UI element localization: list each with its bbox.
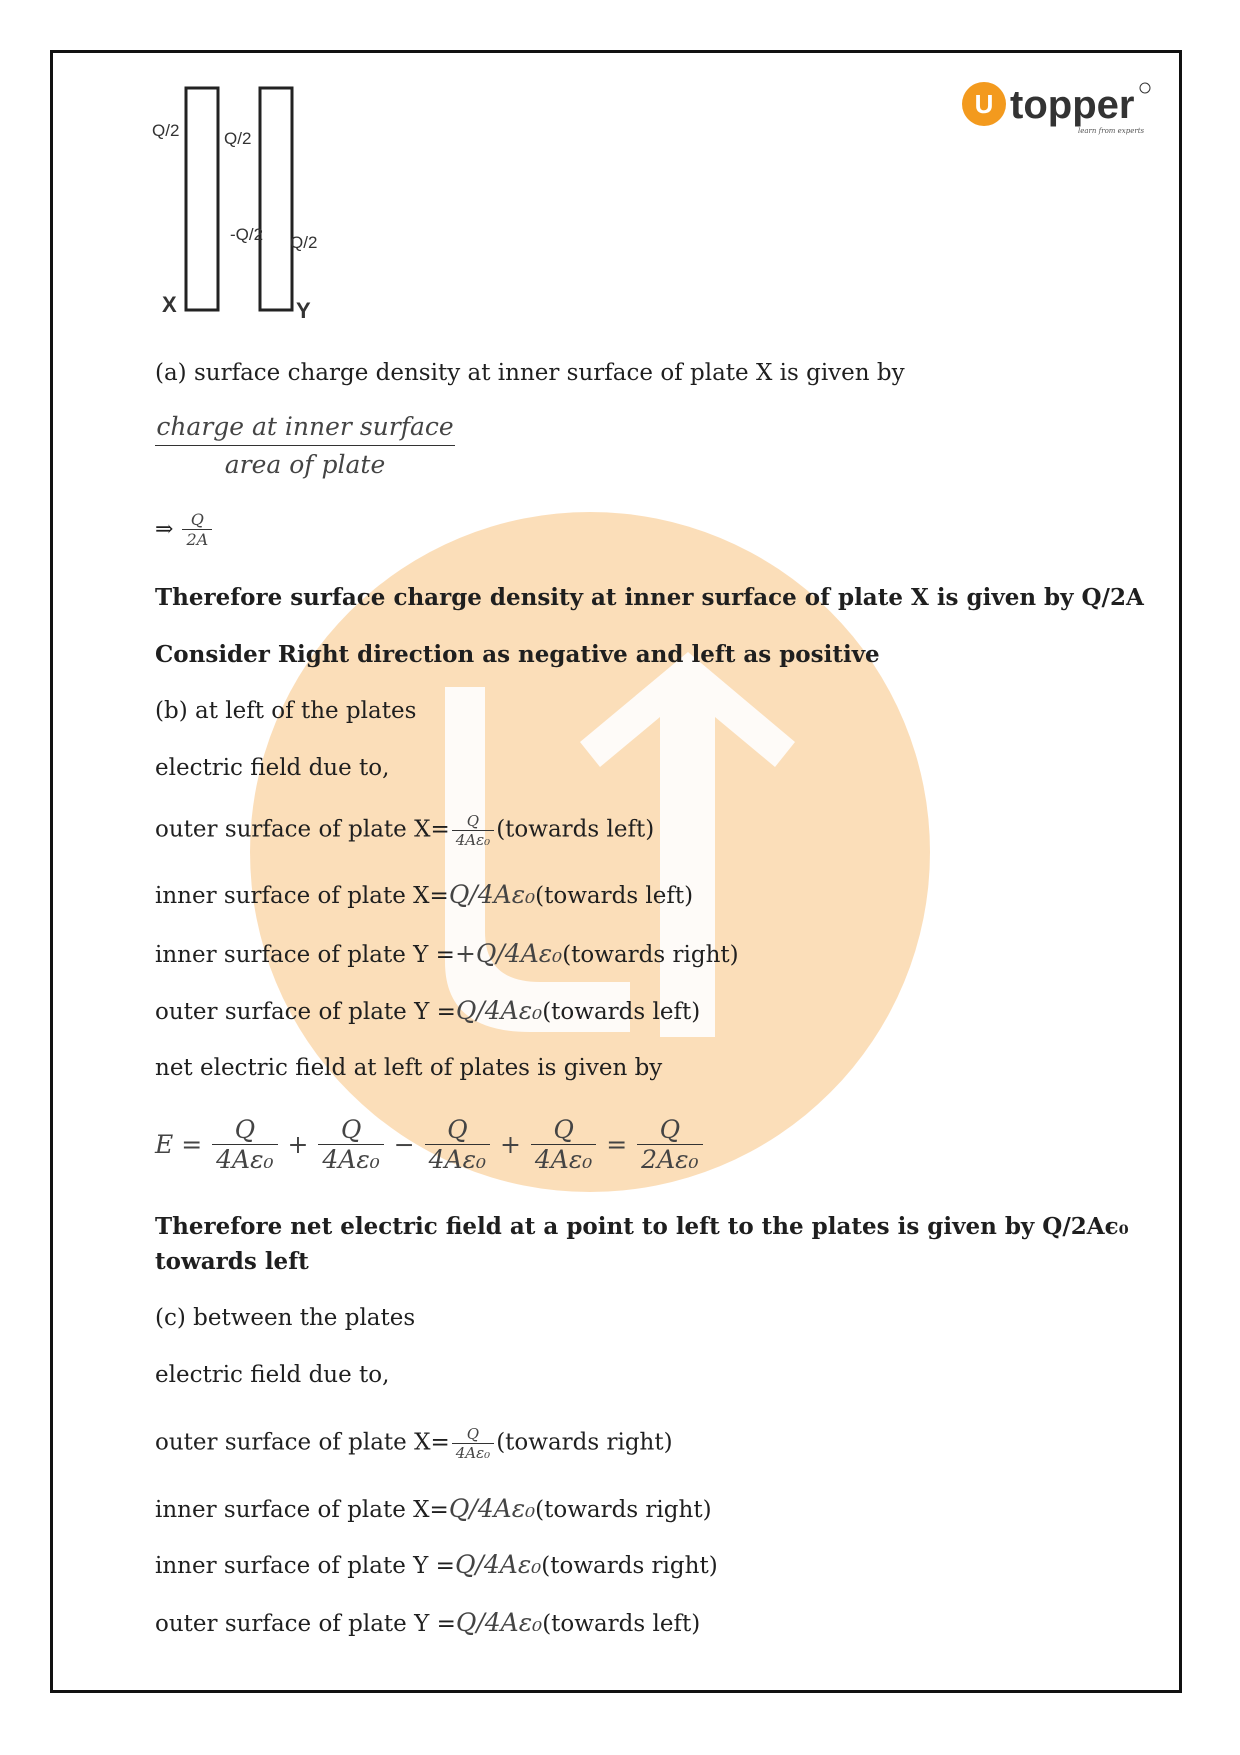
fraction-numerator: charge at inner surface: [155, 412, 455, 446]
net-field-equation: E = $\frac{Q}{\text{4Aε₀}}$ + $\frac{Q}{\text{4Aε₀}}$ − $\frac{Q}{\text{4Aε₀}}$ + $\frac{Q}{\text{4Aε₀}}$ = $\frac{Q}{\text{2Aε₀}}$: [155, 1115, 705, 1174]
topper-logo: [960, 78, 1160, 148]
label-plate-y: Y: [296, 298, 311, 323]
svg-text:learn from experts: learn from experts: [1078, 127, 1145, 135]
b-inner-y: inner surface of plate Y =+Q/4Aε₀(towards right): [155, 939, 739, 968]
part-c-title: (c) between the plates: [155, 1305, 416, 1331]
c-outer-x: outer surface of plate X= $\frac{Q}{\text{4Aε₀}}$ (towards right): [155, 1425, 673, 1462]
b-inner-x: inner surface of plate X=Q/4Aε₀(towards left): [155, 880, 694, 909]
label-y-inner: -Q/2: [230, 225, 264, 244]
c-inner-x: inner surface of plate X=Q/4Aε₀(towards right): [155, 1494, 712, 1523]
c-inner-y: inner surface of plate Y =Q/4Aε₀(towards right): [155, 1550, 718, 1579]
plate-y: [260, 88, 292, 310]
svg-text:topper: topper: [1010, 83, 1135, 127]
fraction-charge-area: [155, 412, 455, 479]
topper-watermark-icon: [250, 512, 930, 1192]
implies-line: ⇒ $\frac{Q}{2A}$: [155, 510, 214, 549]
part-c-due: electric field due to,: [155, 1362, 390, 1388]
label-x-outer: Q/2: [152, 121, 180, 140]
plate-x: [186, 88, 218, 310]
capacitor-plates-diagram: [150, 82, 330, 332]
b-net-intro: net electric field at left of plates is given by: [155, 1055, 663, 1081]
part-b-title: (b) at left of the plates: [155, 698, 417, 724]
label-x-inner: Q/2: [224, 129, 252, 148]
direction-convention: Consider Right direction as negative and left as positive: [155, 641, 880, 668]
part-a-result: Therefore surface charge density at inner surface of plate X is given by Q/2A: [155, 584, 1144, 611]
b-outer-y: outer surface of plate Y =Q/4Aε₀(towards left): [155, 996, 701, 1025]
c-outer-y: outer surface of plate Y =Q/4Aε₀(towards left): [155, 1608, 701, 1637]
part-b-result-1: Therefore net electric field at a point to left to the plates is given by Q/2Aϵ₀: [155, 1213, 1129, 1240]
label-plate-x: X: [162, 292, 177, 317]
b-outer-x: outer surface of plate X= $\frac{Q}{\text{4Aε₀}}$ (towards left): [155, 812, 655, 849]
part-a-intro: (a) surface charge density at inner surface of plate X is given by: [155, 360, 905, 386]
part-b-result-2: towards left: [155, 1248, 309, 1275]
part-b-due: electric field due to,: [155, 755, 390, 781]
implies-fraction: $\frac{Q}{2A}$: [182, 510, 212, 549]
svg-text:U: U: [974, 89, 994, 119]
label-y-outer: Q/2: [290, 233, 318, 252]
fraction-denominator: area of plate: [224, 450, 386, 479]
